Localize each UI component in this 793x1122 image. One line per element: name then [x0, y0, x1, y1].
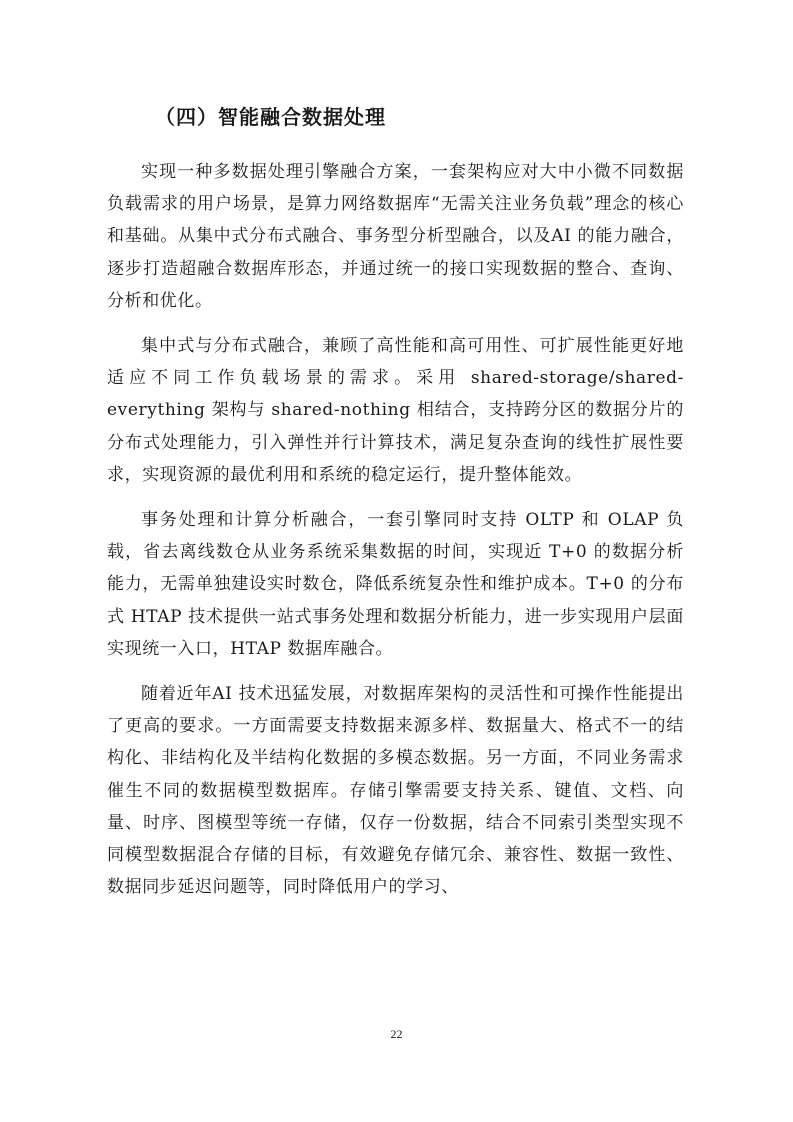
paragraph-intro: 实现一种多数据处理引擎融合方案，一套架构应对大中小微不同数据负载需求的用户场景，是算力网络数据库“无需关注业务负载”理念的核心和基础。从集中式分布式融合、事务型分析型融合，以及AI 的能力融合，逐步打造超融合数据库形态，并通过统一的接口实现数据的整合、查询、分析和优化。 [107, 162, 684, 311]
section-heading: （四）智能融合数据处理 [155, 105, 386, 129]
paragraph-htap: 事务处理和计算分析融合，一套引擎同时支持 OLTP 和 OLAP 负载，省去离线数仓从业务系统采集数据的时间，实现近 T+0 的数据分析能力，无需单独建设实时数仓，降低系统复杂性和维护成本。T+0 的分布式 HTAP 技术提供一站式事务处理和数据分析能力，进一步实现用户层面实现统一入口，HTAP 数据库融合。 [107, 510, 684, 659]
paragraph-ai-multimodel: 随着近年AI 技术迅猛发展，对数据库架构的灵活性和可操作性能提出了更高的要求。一方面需要支持数据来源多样、数据量大、格式不一的结构化、非结构化及半结构化数据的多模态数据。另一方面，不同业务需求催生不同的数据模型数据库。存储引擎需要支持关系、键值、文档、向量、时序、图模型等统一存储，仅存一份数据，结合不同索引类型实现不同模型数据混合存储的目标，有效避免存储冗余、兼容性、数据一致性、数据同步延迟问题等，同时降低用户的学习、 [107, 684, 684, 898]
body-text [107, 156, 684, 916]
paragraph-centralized-distributed: 集中式与分布式融合，兼顾了高性能和高可用性、可扩展性能更好地适应不同工作负载场景的需求。采用 shared-storage/shared-everything 架构与 shared-nothing 相结合，支持跨分区的数据分片的分布式处理能力，引入弹性并行计算技术，满足复杂查询的线性扩展性要求，实现资源的最优利用和系统的稳定运行，提升整体能效。 [107, 336, 684, 485]
page-number: 22 [390, 1027, 403, 1041]
